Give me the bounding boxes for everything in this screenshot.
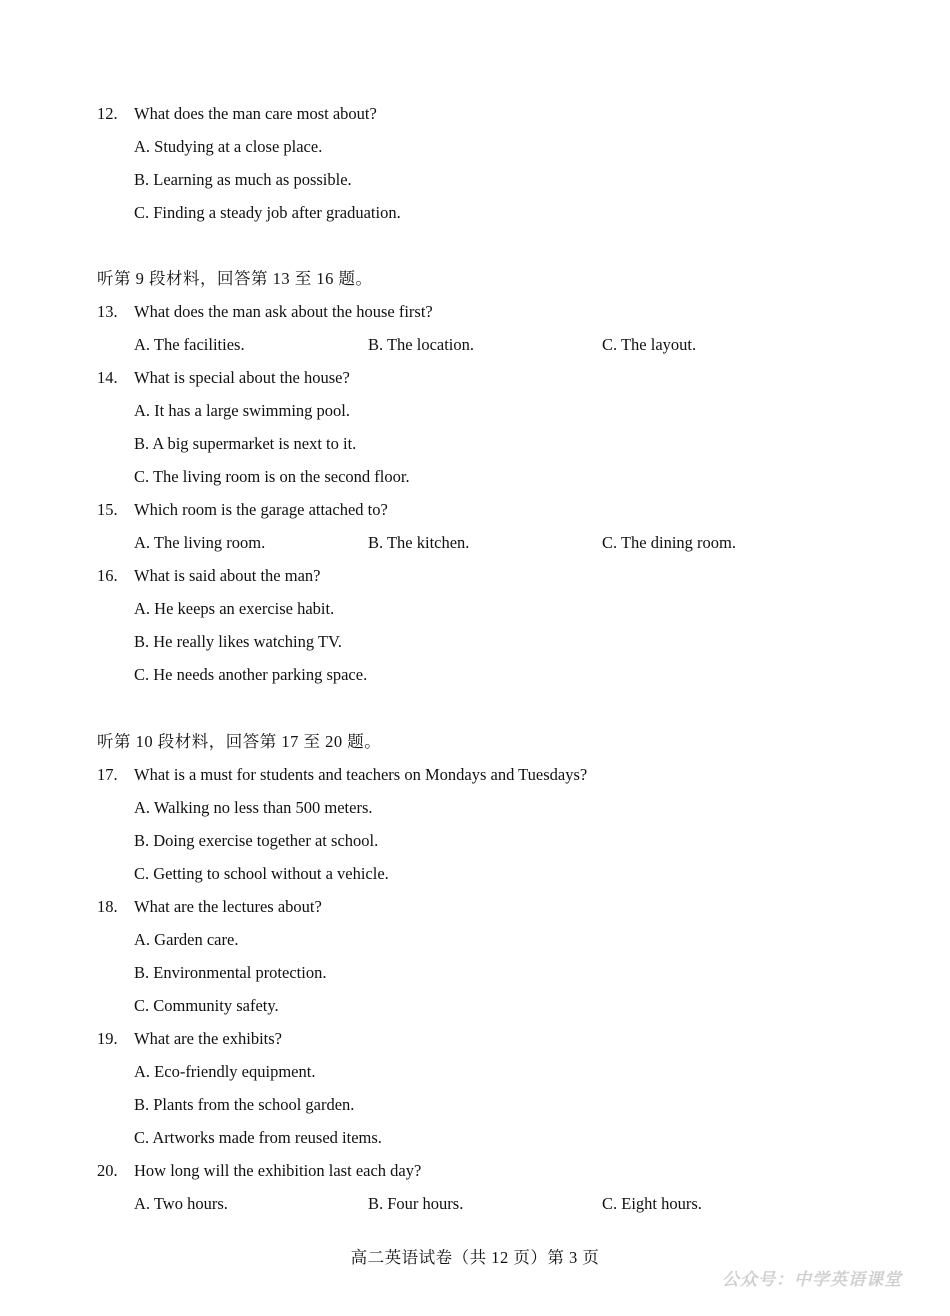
- section-heading-9: 听第 9 段材料，回答第 13 至 16 题。: [97, 269, 373, 288]
- question-number: 18.: [97, 897, 118, 916]
- question-text: What is special about the house?: [134, 368, 350, 387]
- option-a: A. Two hours.: [134, 1194, 228, 1213]
- option-c: C. The dining room.: [602, 533, 736, 552]
- question-number: 17.: [97, 765, 118, 784]
- option-b: B. The kitchen.: [368, 533, 470, 552]
- question-text: What are the lectures about?: [134, 897, 322, 916]
- question-text: What is said about the man?: [134, 566, 321, 585]
- question-text: What does the man ask about the house first?: [134, 302, 433, 321]
- question-number: 19.: [97, 1029, 118, 1048]
- option-a: A. The living room.: [134, 533, 266, 552]
- question-number: 12.: [97, 104, 118, 123]
- question-text: What are the exhibits?: [134, 1029, 282, 1048]
- question-number: 14.: [97, 368, 118, 387]
- question-number: 15.: [97, 500, 118, 519]
- question-text: What does the man care most about?: [134, 104, 377, 123]
- option-b: B. The location.: [368, 335, 475, 354]
- question-text: Which room is the garage attached to?: [134, 500, 388, 519]
- question-text: How long will the exhibition last each day?: [134, 1161, 422, 1180]
- section-heading-10: 听第 10 段材料，回答第 17 至 20 题。: [97, 732, 382, 751]
- option-a: A. The facilities.: [134, 335, 245, 354]
- question-number: 13.: [97, 302, 118, 321]
- page-footer: 高二英语试卷（共 12 页）第 3 页: [350, 1248, 600, 1267]
- option-b: B. Four hours.: [368, 1194, 464, 1213]
- question-number: 20.: [97, 1161, 118, 1180]
- option-c: C. Eight hours.: [602, 1194, 702, 1213]
- question-text: What is a must for students and teachers on Mondays and Tuesdays?: [134, 765, 588, 784]
- watermark: 公众号：中学英语课堂: [722, 1270, 902, 1289]
- option-c: C. The layout.: [602, 335, 697, 354]
- question-number: 16.: [97, 566, 118, 585]
